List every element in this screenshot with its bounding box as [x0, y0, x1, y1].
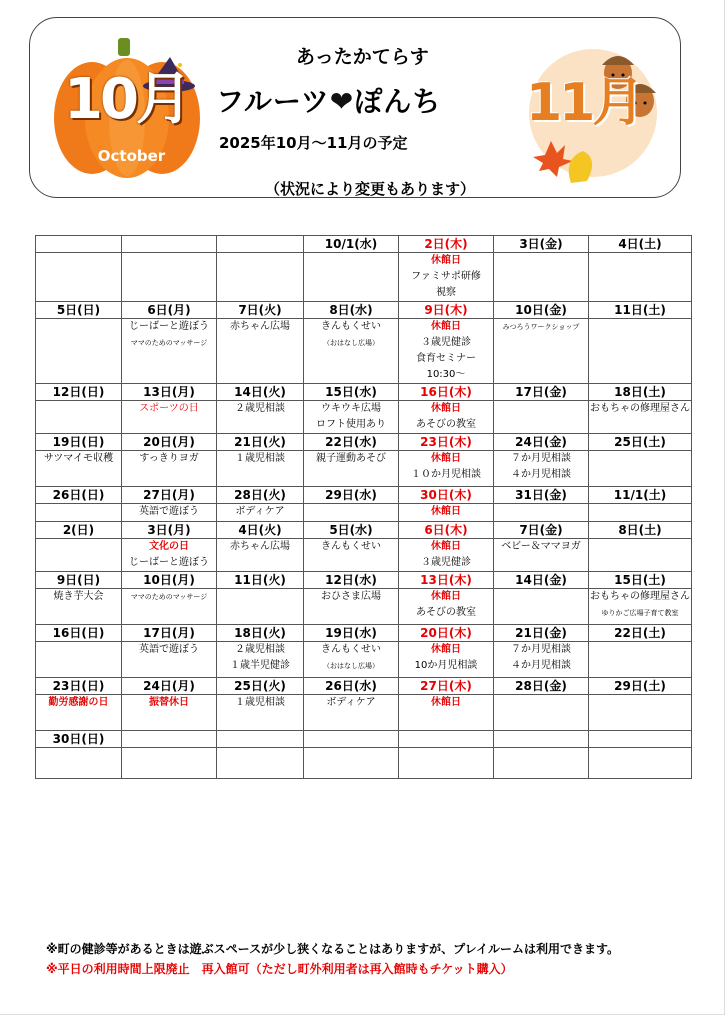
calendar-table: [35, 235, 692, 779]
event-item: 焼き芋大会: [53, 591, 104, 602]
day-cell: [589, 451, 692, 487]
date-cell: [399, 731, 494, 748]
date-cell: 4日(火): [217, 522, 304, 539]
event-item: 休館日: [431, 506, 461, 517]
events-row: [36, 539, 692, 572]
date-cell: 12日(水): [304, 572, 399, 589]
event-item: ママのためのマッサージ: [130, 593, 208, 601]
day-cell: [304, 253, 399, 302]
event-item: ２歳児相談: [235, 403, 285, 414]
day-cell: [36, 539, 122, 572]
event-item: きんもくせい: [321, 541, 381, 552]
month-badge-en: October: [97, 147, 166, 165]
event-item: きんもくせい: [321, 644, 381, 655]
day-cell: [399, 695, 494, 731]
date-cell: 22日(水): [304, 434, 399, 451]
date-cell: 25日(土): [589, 434, 692, 451]
event-item: ３歳児健診: [421, 337, 471, 348]
day-cell: [494, 319, 589, 384]
day-cell: [217, 748, 304, 779]
date-cell: 21日(金): [494, 625, 589, 642]
page-title: [216, 80, 441, 120]
event-item: じーばーと遊ぼう: [129, 321, 209, 332]
day-cell: [217, 319, 304, 384]
day-cell: [304, 642, 399, 678]
day-cell: [494, 504, 589, 522]
day-cell: [122, 451, 217, 487]
date-row: [36, 731, 692, 748]
date-cell: 12日(日): [36, 384, 122, 401]
day-cell: [589, 504, 692, 522]
date-cell: 2日(木): [399, 236, 494, 253]
day-cell: [36, 401, 122, 434]
day-cell: [122, 253, 217, 302]
day-cell: [122, 539, 217, 572]
day-cell: [589, 589, 692, 625]
day-cell: [399, 539, 494, 572]
event-item: 親子運動あそび: [316, 453, 386, 464]
change-notice: （状況により変更もあります）: [265, 180, 476, 198]
event-item: ４か月児相談: [511, 469, 571, 480]
events-row: [36, 319, 692, 384]
event-item: 休館日: [431, 697, 461, 708]
date-cell: 30日(木): [399, 487, 494, 504]
date-cell: 14日(火): [217, 384, 304, 401]
event-item: １歳児相談: [235, 453, 285, 464]
event-item: ファミサポ研修: [411, 271, 481, 282]
day-cell: [304, 589, 399, 625]
date-cell: 28日(火): [217, 487, 304, 504]
day-cell: [217, 695, 304, 731]
date-cell: 9日(木): [399, 302, 494, 319]
date-cell: 18日(土): [589, 384, 692, 401]
date-row: [36, 625, 692, 642]
day-cell: [494, 539, 589, 572]
date-cell: 26日(日): [36, 487, 122, 504]
day-cell: [589, 401, 692, 434]
date-cell: [494, 731, 589, 748]
date-cell: 19日(日): [36, 434, 122, 451]
day-cell: [217, 539, 304, 572]
date-cell: 8日(土): [589, 522, 692, 539]
date-row: [36, 487, 692, 504]
date-cell: 10日(金): [494, 302, 589, 319]
date-cell: 17日(月): [122, 625, 217, 642]
day-cell: [589, 539, 692, 572]
event-item: ４か月児相談: [511, 660, 571, 671]
day-cell: [217, 401, 304, 434]
day-cell: [304, 401, 399, 434]
day-cell: [122, 695, 217, 731]
day-cell: [122, 748, 217, 779]
schedule-period: 2025年10月～11月の予定: [219, 134, 408, 152]
event-item: （おはなし広場）: [323, 339, 379, 347]
day-cell: [36, 451, 122, 487]
date-cell: 13日(月): [122, 384, 217, 401]
day-cell: [304, 451, 399, 487]
event-item: 10:30～: [426, 369, 466, 380]
event-item: あそびの教室: [416, 419, 476, 430]
date-cell: 15日(土): [589, 572, 692, 589]
event-item: 休館日: [431, 403, 461, 414]
date-cell: 13日(木): [399, 572, 494, 589]
day-cell: [217, 642, 304, 678]
day-cell: [494, 642, 589, 678]
date-row: [36, 572, 692, 589]
date-cell: 24日(月): [122, 678, 217, 695]
date-cell: 20日(月): [122, 434, 217, 451]
date-row: [36, 302, 692, 319]
date-cell: 4日(土): [589, 236, 692, 253]
date-cell: 11日(火): [217, 572, 304, 589]
date-cell: [122, 731, 217, 748]
events-row: [36, 748, 692, 779]
day-cell: [399, 401, 494, 434]
day-cell: [36, 319, 122, 384]
day-cell: [589, 642, 692, 678]
day-cell: [122, 319, 217, 384]
next-month-badge: 11月: [526, 73, 642, 133]
day-cell: [36, 748, 122, 779]
day-cell: [589, 748, 692, 779]
date-cell: 6日(木): [399, 522, 494, 539]
day-cell: [36, 589, 122, 625]
date-cell: 6日(月): [122, 302, 217, 319]
date-cell: 20日(木): [399, 625, 494, 642]
event-item: みつろうワークショップ: [502, 323, 580, 331]
events-row: [36, 451, 692, 487]
date-cell: 25日(火): [217, 678, 304, 695]
date-cell: 30日(日): [36, 731, 122, 748]
date-cell: [304, 731, 399, 748]
day-cell: [217, 589, 304, 625]
event-item: 英語で遊ぼう: [139, 644, 199, 655]
day-cell: [399, 451, 494, 487]
event-item: 振替休日: [149, 697, 189, 708]
event-item: すっきりヨガ: [139, 453, 199, 464]
events-row: [36, 695, 692, 731]
day-cell: [122, 642, 217, 678]
month-badge: 10月: [64, 67, 189, 132]
day-cell: [494, 451, 589, 487]
date-cell: 27日(木): [399, 678, 494, 695]
date-row: [36, 236, 692, 253]
event-item: 休館日: [431, 644, 461, 655]
event-item: ３歳児健診: [421, 557, 471, 568]
date-cell: 28日(金): [494, 678, 589, 695]
events-row: [36, 253, 692, 302]
day-cell: [589, 253, 692, 302]
event-item: おもちゃの修理屋さん: [590, 591, 690, 602]
date-cell: [217, 731, 304, 748]
date-cell: [217, 236, 304, 253]
day-cell: [589, 319, 692, 384]
date-cell: 18日(火): [217, 625, 304, 642]
day-cell: [399, 589, 494, 625]
event-item: あそびの教室: [416, 607, 476, 618]
date-cell: 26日(水): [304, 678, 399, 695]
day-cell: [399, 253, 494, 302]
day-cell: [36, 253, 122, 302]
day-cell: [122, 401, 217, 434]
event-item: 食育セミナー: [416, 353, 476, 364]
day-cell: [304, 695, 399, 731]
date-cell: 3日(金): [494, 236, 589, 253]
date-cell: 21日(火): [217, 434, 304, 451]
event-item: ボディケア: [326, 697, 376, 708]
date-row: [36, 434, 692, 451]
date-cell: 23日(木): [399, 434, 494, 451]
date-cell: 29日(土): [589, 678, 692, 695]
date-cell: [589, 731, 692, 748]
day-cell: [217, 504, 304, 522]
date-cell: 5日(日): [36, 302, 122, 319]
event-item: 休館日: [431, 591, 461, 602]
date-cell: 8日(水): [304, 302, 399, 319]
event-item: 視察: [436, 287, 456, 298]
day-cell: [494, 748, 589, 779]
date-cell: 11/1(土): [589, 487, 692, 504]
event-item: 赤ちゃん広場: [230, 321, 290, 332]
day-cell: [122, 504, 217, 522]
event-item: スポーツの日: [139, 403, 199, 414]
day-cell: [399, 319, 494, 384]
day-cell: [304, 539, 399, 572]
date-cell: 23日(日): [36, 678, 122, 695]
day-cell: [494, 401, 589, 434]
events-row: [36, 642, 692, 678]
date-cell: 7日(火): [217, 302, 304, 319]
day-cell: [399, 748, 494, 779]
event-item: ２歳児相談: [235, 644, 285, 655]
day-cell: [36, 695, 122, 731]
event-item: 休館日: [431, 321, 461, 332]
heart-icon: ❤: [329, 85, 355, 118]
event-item: １歳半児健診: [230, 660, 290, 671]
day-cell: [494, 695, 589, 731]
date-cell: 10日(月): [122, 572, 217, 589]
events-row: [36, 504, 692, 522]
date-cell: 19日(水): [304, 625, 399, 642]
events-row: [36, 401, 692, 434]
day-cell: [217, 253, 304, 302]
day-cell: [494, 589, 589, 625]
date-cell: 16日(日): [36, 625, 122, 642]
day-cell: [399, 642, 494, 678]
event-item: 休館日: [431, 453, 461, 464]
facility-name: あったかてらす: [296, 46, 429, 68]
event-item: 休館日: [431, 255, 461, 266]
event-item: 休館日: [431, 541, 461, 552]
date-cell: [122, 236, 217, 253]
title-part-b: ぽんち: [354, 85, 442, 118]
event-item: ロフト使用あり: [316, 419, 386, 430]
day-cell: [399, 504, 494, 522]
event-item: おもちゃの修理屋さん: [590, 403, 690, 414]
event-item: 勤労感謝の日: [48, 697, 109, 708]
date-row: [36, 678, 692, 695]
date-row: [36, 522, 692, 539]
day-cell: [36, 642, 122, 678]
date-cell: 27日(月): [122, 487, 217, 504]
date-cell: 9日(日): [36, 572, 122, 589]
event-item: １０か月児相談: [411, 469, 481, 480]
day-cell: [122, 589, 217, 625]
date-cell: 5日(水): [304, 522, 399, 539]
event-item: ７か月児相談: [511, 644, 571, 655]
footer-note-1: ※町の健診等があるときは遊ぶスペースが少し狭くなることはありますが、プレイルームは利用できます。: [46, 942, 620, 956]
event-item: きんもくせい: [321, 321, 381, 332]
date-cell: 29日(水): [304, 487, 399, 504]
day-cell: [494, 253, 589, 302]
date-cell: 7日(金): [494, 522, 589, 539]
date-cell: 11日(土): [589, 302, 692, 319]
event-item: ゆりかご広場子育て教室: [601, 609, 679, 617]
title-part-a: フルーツ: [216, 85, 330, 118]
footer-note-2: ※平日の利用時間上限廃止 再入館可（ただし町外利用者は再入館時もチケット購入）: [46, 962, 513, 976]
event-item: サツマイモ収穫: [43, 453, 114, 464]
event-item: 英語で遊ぼう: [139, 506, 199, 517]
date-cell: 31日(金): [494, 487, 589, 504]
event-item: 文化の日: [149, 541, 189, 552]
events-row: [36, 589, 692, 625]
date-cell: 22日(土): [589, 625, 692, 642]
day-cell: [304, 504, 399, 522]
date-cell: 3日(月): [122, 522, 217, 539]
event-item: ウキウキ広場: [321, 403, 381, 414]
day-cell: [589, 695, 692, 731]
date-row: [36, 384, 692, 401]
event-item: ベビー＆ママヨガ: [501, 541, 581, 552]
day-cell: [304, 319, 399, 384]
event-item: （おはなし広場）: [323, 662, 379, 670]
event-item: 赤ちゃん広場: [230, 541, 290, 552]
event-item: ママのためのマッサージ: [130, 339, 208, 347]
event-item: じーばーと遊ぼう: [129, 557, 209, 568]
date-cell: 15日(水): [304, 384, 399, 401]
date-cell: 17日(金): [494, 384, 589, 401]
date-cell: 24日(金): [494, 434, 589, 451]
event-item: おひさま広場: [321, 591, 381, 602]
event-item: １歳児相談: [235, 697, 285, 708]
date-cell: [36, 236, 122, 253]
date-cell: 10/1(水): [304, 236, 399, 253]
event-item: ボディケア: [235, 506, 285, 517]
date-cell: 2(日): [36, 522, 122, 539]
event-item: 10か月児相談: [414, 660, 478, 671]
event-item: ７か月児相談: [511, 453, 571, 464]
day-cell: [217, 451, 304, 487]
date-cell: 14日(金): [494, 572, 589, 589]
day-cell: [304, 748, 399, 779]
day-cell: [36, 504, 122, 522]
date-cell: 16日(木): [399, 384, 494, 401]
